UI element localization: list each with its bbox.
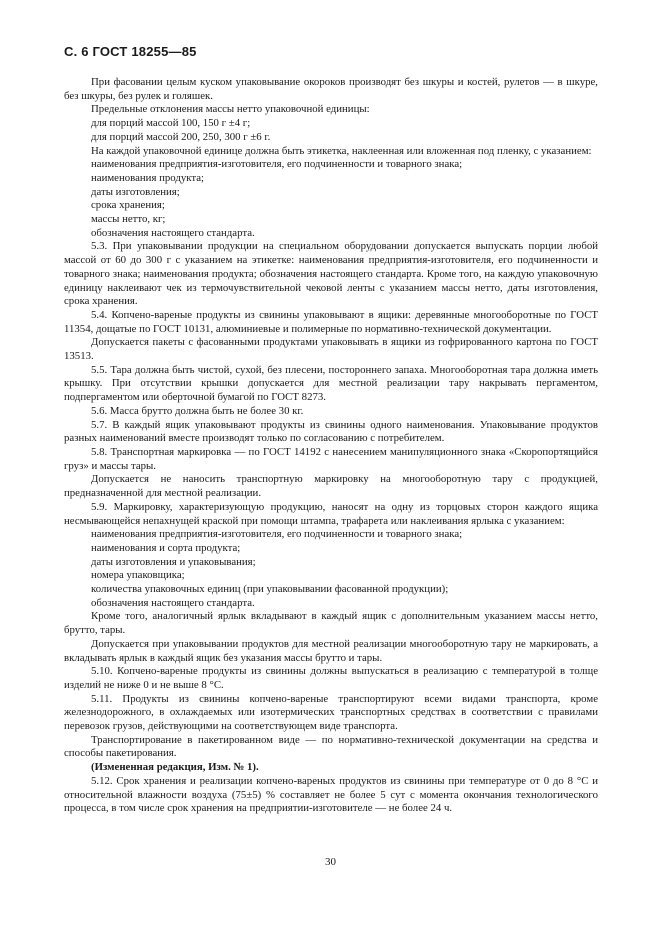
paragraph: 5.6. Масса брутто должна быть не более 30 кг. — [91, 404, 304, 417]
list-item: обозначения настоящего стандарта. — [91, 596, 255, 609]
document-body — [64, 76, 598, 816]
paragraph: Предельные отклонения массы нетто упаковочной единицы: — [91, 103, 370, 116]
paragraph: Допускается при упаковывании продуктов для местной реализации многооборотную тару не маркировать, а вкладывать ярлык в каждый ящик без указания массы брутто и тары. — [64, 637, 598, 664]
list-item: наименования предприятия-изготовителя, его подчиненности и товарного знака; — [91, 528, 463, 541]
list-item: количества упаковочных единиц (при упаковывании фасованной продукции); — [91, 583, 449, 596]
paragraph: Транспортирование в пакетированном виде — по нормативно-технической документации на средства и способы пакетирования. — [64, 733, 598, 760]
paragraph: На каждой упаковочной единице должна быть этикетка, наклеенная или вложенная под пленку, с указанием: — [91, 144, 592, 157]
paragraph: 5.10. Копчено-вареные продукты из свинины должны выпускаться в реализацию с температурой в толще изделий не ниже 0 и не выше 8 °С. — [64, 665, 598, 691]
paragraph: 5.7. В каждый ящик упаковывают продукты из свинины одного наименования. Упаковывание продуктов разных наименований вместе производят только по согласованию с потребителем. — [64, 418, 598, 445]
list-item: даты изготовления и упаковывания; — [91, 555, 256, 568]
paragraph: При фасовании целым куском упаковывание окороков производят без шкуры и костей, рулетов — в шкуре, без шкуры, без рулек и голяшек. — [64, 76, 598, 102]
list-item: наименования предприятия-изготовителя, его подчиненности и товарного знака; — [91, 158, 463, 171]
page-number: 30 — [325, 856, 336, 868]
page-header: С. 6 ГОСТ 18255—85 — [64, 44, 197, 59]
list-item: наименования продукта; — [91, 171, 205, 184]
paragraph: 5.5. Тара должна быть чистой, сухой, без плесени, постороннего запаха. Многооборотная тара должна иметь крышку. При отсутствии крышки допускается для местной реализации тару накрывать пергаментом, подпергаментом или оберточной бумагой по ГОСТ 8273. — [64, 363, 598, 404]
paragraph: для порций массой 200, 250, 300 г ±6 г. — [91, 130, 271, 143]
list-item: срока хранения; — [91, 199, 165, 212]
list-item: наименования и сорта продукта; — [91, 541, 241, 554]
paragraph: 5.4. Копчено-вареные продукты из свинины упаковывают в ящики: деревянные многооборотные по ГОСТ 11354, дощатые по ГОСТ 10131, алюминиевые и полимерные по нормативно-технической документации. — [64, 308, 598, 335]
list-item: массы нетто, кг; — [91, 213, 166, 226]
paragraph: 5.11. Продукты из свинины копчено-вареные транспортируют всеми видами транспорта, кроме железнодорожного, в охлаждаемых или изотермических транспортных средствах в соответствии с правилами перевозок грузов, действующими на соответствующем виде транспорта. — [64, 692, 598, 733]
paragraph: Допускается не наносить транспортную маркировку на многооборотную тару с продукцией, предназначенной для местной реализации. — [64, 473, 598, 500]
amendment-note: (Измененная редакция, Изм. № 1). — [91, 761, 259, 774]
paragraph: 5.3. При упаковывании продукции на специальном оборудовании допускается выпускать порции любой массой от 60 до 300 г с указанием на этикетке: наименования предприятия-изготовителя, его подчиненности и товарного знака; наименования продукта; обозначения настоящего стандарта. Кроме того, на каждую упаковочную единицу наклеивают чек из термочувствительной чековой ленты с указанием массы нетто, даты изготовления, срока хранения. — [64, 240, 598, 308]
paragraph: Кроме того, аналогичный ярлык вкладывают в каждый ящик с дополнительным указанием массы нетто, брутто, тары. — [64, 610, 598, 637]
paragraph: 5.9. Маркировку, характеризующую продукцию, наносят на одну из торцовых сторон каждого ящика несмывающейся непахнущей краской при помощи штампа, трафарета или наклеивания ярлыка с указанием: — [64, 500, 598, 527]
paragraph: Допускается пакеты с фасованными продуктами упаковывать в ящики из гофрированного картона по ГОСТ 13513. — [64, 336, 598, 363]
paragraph: для порций массой 100, 150 г ±4 г; — [91, 117, 251, 130]
list-item: номера упаковщика; — [91, 569, 185, 582]
list-item: даты изготовления; — [91, 185, 180, 198]
paragraph: 5.8. Транспортная маркировка — по ГОСТ 14192 с нанесением манипуляционного знака «Скоропортящийся груз» и массы тары. — [64, 445, 598, 472]
paragraph: 5.12. Срок хранения и реализации копчено-вареных продуктов из свинины при температуре от 0 до 8 °С и относительной влажности воздуха (75±5) % составляет не более 5 сут с момента окончания технологического процесса, в том числе срок хранения на предприятии-изготовителе — не более 24 ч. — [64, 774, 598, 815]
list-item: обозначения настоящего стандарта. — [91, 226, 255, 239]
